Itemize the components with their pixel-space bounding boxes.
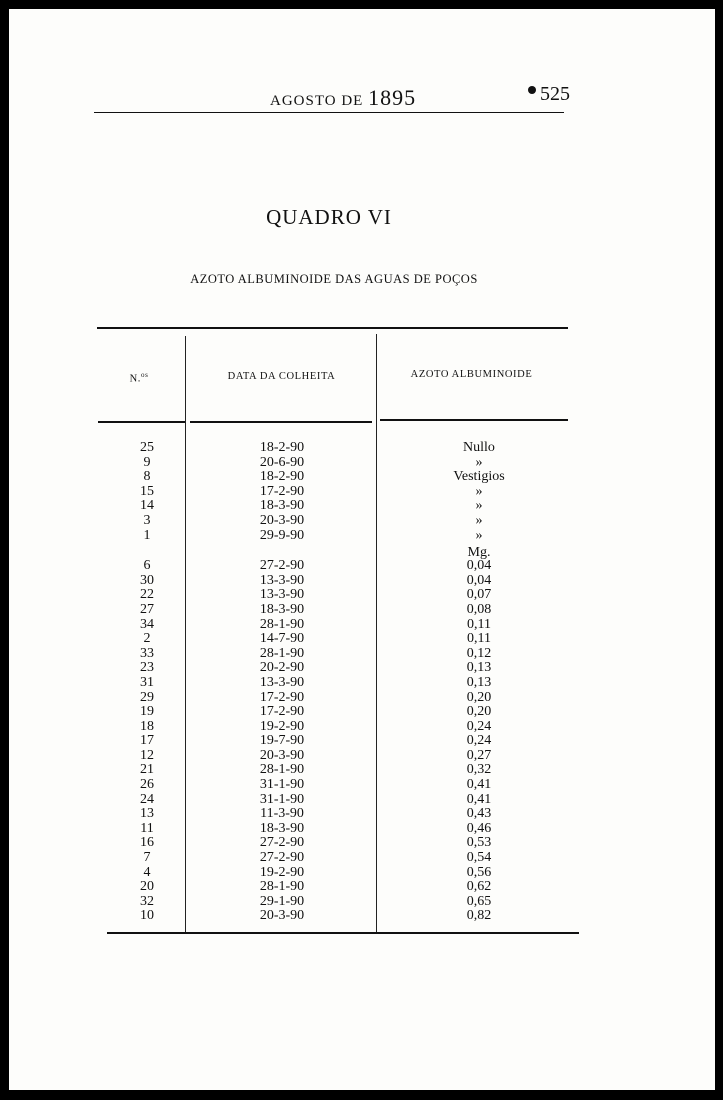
cell-date: 20-2-90 bbox=[259, 660, 305, 676]
cell-azoto: 0,65 bbox=[466, 893, 492, 909]
table-row bbox=[9, 485, 715, 500]
cell-number: 19 bbox=[140, 704, 154, 720]
cell-azoto: 0,08 bbox=[466, 601, 492, 617]
unit-row bbox=[9, 543, 715, 559]
cell-date: 13-3-90 bbox=[259, 674, 305, 690]
cell-number: 15 bbox=[140, 483, 154, 499]
cell-number: 13 bbox=[140, 806, 154, 822]
cell-date: 18-2-90 bbox=[259, 440, 305, 455]
table-row bbox=[9, 647, 715, 662]
cell-date: 17-2-90 bbox=[259, 689, 305, 705]
cell-number: 9 bbox=[143, 454, 151, 470]
ink-blot-icon bbox=[528, 86, 536, 94]
table-row bbox=[9, 559, 715, 574]
table-row bbox=[9, 778, 715, 793]
cell-azoto: » bbox=[475, 527, 483, 543]
running-title-year: 1895 bbox=[368, 85, 417, 110]
table-row bbox=[9, 866, 715, 881]
cell-number: 26 bbox=[140, 777, 154, 793]
table-row bbox=[9, 676, 715, 691]
cell-date: 18-3-90 bbox=[259, 601, 305, 617]
table-row bbox=[9, 822, 715, 837]
table-row bbox=[9, 618, 715, 633]
cell-date: 19-2-90 bbox=[259, 718, 305, 734]
cell-number: 14 bbox=[140, 498, 154, 514]
table-row bbox=[9, 691, 715, 706]
cell-number: 24 bbox=[140, 791, 154, 807]
cell-date: 19-2-90 bbox=[259, 864, 305, 880]
cell-azoto: Nullo bbox=[463, 440, 495, 455]
column-header-num-label: N. bbox=[129, 373, 141, 385]
cell-number: 33 bbox=[140, 645, 154, 661]
table-row bbox=[9, 588, 715, 603]
header-rule-azoto bbox=[380, 419, 568, 421]
cell-azoto: 0,41 bbox=[466, 777, 492, 793]
cell-number: 21 bbox=[140, 762, 154, 778]
measured-rows bbox=[9, 559, 715, 924]
scanned-page bbox=[9, 9, 715, 1090]
cell-azoto: 0,24 bbox=[466, 718, 492, 734]
table-row bbox=[9, 632, 715, 647]
header-rule-date bbox=[190, 421, 372, 423]
table-row bbox=[9, 880, 715, 895]
cell-date: 17-2-90 bbox=[259, 483, 305, 499]
cell-date: 28-1-90 bbox=[259, 616, 305, 632]
cell-azoto: 0,43 bbox=[466, 806, 492, 822]
cell-date: 31-1-90 bbox=[259, 791, 305, 807]
cell-number: 16 bbox=[140, 835, 154, 851]
cell-azoto: 0,32 bbox=[466, 762, 492, 778]
table-row bbox=[9, 499, 715, 514]
cell-number: 1 bbox=[143, 527, 151, 543]
cell-number: 6 bbox=[143, 558, 151, 574]
table-row bbox=[9, 895, 715, 910]
running-title-text: AGOSTO DE bbox=[270, 93, 364, 109]
running-header bbox=[94, 75, 570, 115]
cell-date: 28-1-90 bbox=[259, 762, 305, 778]
cell-azoto: » bbox=[475, 454, 483, 470]
cell-azoto: 0,11 bbox=[467, 616, 491, 632]
qualitative-rows bbox=[9, 441, 715, 543]
cell-number: 3 bbox=[143, 512, 151, 528]
cell-azoto: » bbox=[475, 512, 483, 528]
table-row bbox=[9, 734, 715, 749]
cell-azoto: 0,13 bbox=[466, 660, 492, 676]
table-row bbox=[9, 514, 715, 529]
cell-date: 28-1-90 bbox=[259, 879, 305, 895]
table-row bbox=[9, 603, 715, 618]
cell-date: 31-1-90 bbox=[259, 777, 305, 793]
cell-azoto: 0,41 bbox=[466, 791, 492, 807]
table-row bbox=[9, 705, 715, 720]
table-row bbox=[9, 720, 715, 735]
cell-azoto: Vestigios bbox=[453, 469, 505, 485]
cell-date: 18-2-90 bbox=[259, 469, 305, 485]
table-row bbox=[9, 807, 715, 822]
cell-azoto: 0,12 bbox=[466, 645, 492, 661]
cell-number: 34 bbox=[140, 616, 154, 632]
cell-date: 20-6-90 bbox=[259, 454, 305, 470]
table-row bbox=[9, 793, 715, 808]
column-header-azoto: AZOTO ALBUMINOIDE bbox=[410, 369, 533, 380]
cell-date: 20-3-90 bbox=[259, 908, 305, 924]
cell-date: 17-2-90 bbox=[259, 704, 305, 720]
cell-number: 18 bbox=[140, 718, 154, 734]
cell-date: 27-2-90 bbox=[259, 850, 305, 866]
column-header-num bbox=[109, 371, 169, 385]
header-rule-num bbox=[98, 421, 185, 423]
cell-date: 18-3-90 bbox=[259, 498, 305, 514]
table-body bbox=[9, 441, 715, 924]
table-subtitle: AZOTO ALBUMINOIDE DAS AGUAS DE POÇOS bbox=[190, 272, 478, 286]
table-row bbox=[9, 470, 715, 485]
column-header-date: DATA DA COLHEITA bbox=[227, 371, 336, 382]
cell-date: 29-1-90 bbox=[259, 893, 305, 909]
cell-azoto: 0,20 bbox=[466, 704, 492, 720]
cell-number: 31 bbox=[140, 674, 154, 690]
cell-azoto: 0,27 bbox=[466, 747, 492, 763]
cell-azoto: 0,04 bbox=[466, 572, 492, 588]
cell-number: 32 bbox=[140, 893, 154, 909]
cell-number: 20 bbox=[140, 879, 154, 895]
cell-azoto: 0,11 bbox=[467, 631, 491, 647]
cell-azoto: 0,13 bbox=[466, 674, 492, 690]
table-row bbox=[9, 763, 715, 778]
cell-azoto: » bbox=[475, 498, 483, 514]
cell-azoto: 0,62 bbox=[466, 879, 492, 895]
table-row bbox=[9, 851, 715, 866]
unit-label: Mg. bbox=[467, 545, 491, 561]
running-title bbox=[270, 85, 416, 111]
cell-number: 10 bbox=[140, 908, 154, 924]
cell-date: 20-3-90 bbox=[259, 512, 305, 528]
cell-number: 27 bbox=[140, 601, 154, 617]
cell-number: 4 bbox=[143, 864, 151, 880]
cell-date: 14-7-90 bbox=[259, 631, 305, 647]
cell-azoto: 0,20 bbox=[466, 689, 492, 705]
table-row bbox=[9, 441, 715, 456]
table-row bbox=[9, 749, 715, 764]
cell-date: 11-3-90 bbox=[260, 806, 304, 822]
cell-number: 17 bbox=[140, 733, 154, 749]
table-row bbox=[9, 909, 715, 924]
table-top-rule bbox=[97, 327, 568, 329]
cell-azoto: 0,04 bbox=[466, 558, 492, 574]
cell-azoto: 0,54 bbox=[466, 850, 492, 866]
table-row bbox=[9, 574, 715, 589]
cell-number: 29 bbox=[140, 689, 154, 705]
cell-date: 27-2-90 bbox=[259, 835, 305, 851]
cell-azoto: 0,82 bbox=[466, 908, 492, 924]
cell-number: 12 bbox=[140, 747, 154, 763]
table-title: QUADRO VI bbox=[266, 205, 392, 229]
cell-azoto: 0,46 bbox=[466, 820, 492, 836]
cell-number: 11 bbox=[140, 820, 154, 836]
cell-number: 8 bbox=[143, 469, 151, 485]
cell-number: 2 bbox=[143, 631, 151, 647]
cell-number: 22 bbox=[140, 587, 154, 603]
page-number-text: 525 bbox=[540, 83, 570, 105]
cell-date: 13-3-90 bbox=[259, 572, 305, 588]
page-number bbox=[528, 83, 570, 106]
cell-date: 27-2-90 bbox=[259, 558, 305, 574]
cell-azoto: » bbox=[475, 483, 483, 499]
cell-date: 13-3-90 bbox=[259, 587, 305, 603]
table-row bbox=[9, 661, 715, 676]
cell-date: 28-1-90 bbox=[259, 645, 305, 661]
cell-date: 29-9-90 bbox=[259, 527, 305, 543]
table-row bbox=[9, 456, 715, 471]
column-header-num-sup: os bbox=[140, 371, 149, 379]
table-row bbox=[9, 529, 715, 544]
cell-date: 18-3-90 bbox=[259, 820, 305, 836]
header-rule bbox=[94, 112, 564, 113]
cell-number: 7 bbox=[143, 850, 151, 866]
cell-azoto: 0,56 bbox=[466, 864, 492, 880]
cell-number: 25 bbox=[140, 440, 154, 455]
cell-number: 30 bbox=[140, 572, 154, 588]
cell-azoto: 0,24 bbox=[466, 733, 492, 749]
cell-azoto: 0,07 bbox=[466, 587, 492, 603]
table-bottom-rule bbox=[107, 932, 579, 934]
cell-date: 20-3-90 bbox=[259, 747, 305, 763]
cell-number: 23 bbox=[140, 660, 154, 676]
table-row bbox=[9, 836, 715, 851]
cell-date: 19-7-90 bbox=[259, 733, 305, 749]
cell-azoto: 0,53 bbox=[466, 835, 492, 851]
